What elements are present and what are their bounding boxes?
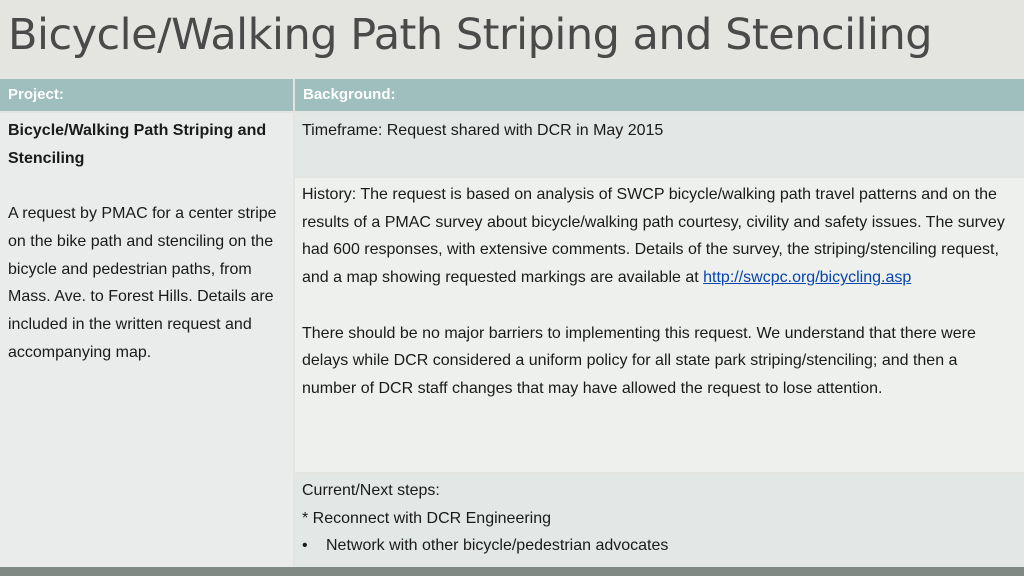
bullet-icon: •	[302, 537, 308, 555]
timeframe-cell	[295, 113, 1024, 176]
barriers-paragraph: There should be no major barriers to implementing this request. We understand that there were delays while DCR considered a uniform policy for all state park striping/stenciling; and then a number of DCR staff changes that may have allowed the request to lose attention.	[302, 324, 976, 397]
steps-item-reconnect: * Reconnect with DCR Engineering	[302, 509, 552, 527]
content-table	[0, 79, 1024, 567]
header-background: Background:	[295, 79, 1024, 111]
steps-cell	[295, 474, 1024, 567]
slide-title: Bicycle/Walking Path Striping and Stenciling	[8, 10, 933, 60]
history-paragraph	[302, 181, 1016, 292]
timeframe-text: Timeframe: Request shared with DCR in May 2015	[302, 122, 664, 139]
steps-heading: Current/Next steps:	[302, 482, 440, 499]
history-text: History: The request is based on analysis of SWCP bicycle/walking path travel patterns and on the results of a PMAC survey about bicycle/walking path courtesy, civility and safety issues. The survey had 600 responses, with extensive comments. Details of the survey, the striping/stenciling request, and a map showing requested markings are available at	[302, 186, 1005, 287]
project-cell	[0, 113, 293, 567]
history-cell	[295, 178, 1024, 472]
steps-item-network-text: Network with other bicycle/pedestrian advocates	[326, 537, 669, 555]
steps-item-network	[302, 532, 1016, 560]
header-project: Project:	[0, 79, 293, 111]
bicycling-link[interactable]: http://swcpc.org/bicycling.asp	[703, 269, 912, 287]
bottom-bar	[0, 567, 1024, 576]
project-description: A request by PMAC for a center stripe on the bike path and stenciling on the bicycle and pedestrian paths, from Mass. Ave. to Forest Hills. Details are included in the written request and accompanying map.	[8, 205, 277, 361]
project-title: Bicycle/Walking Path Striping and Stenciling	[8, 122, 267, 167]
